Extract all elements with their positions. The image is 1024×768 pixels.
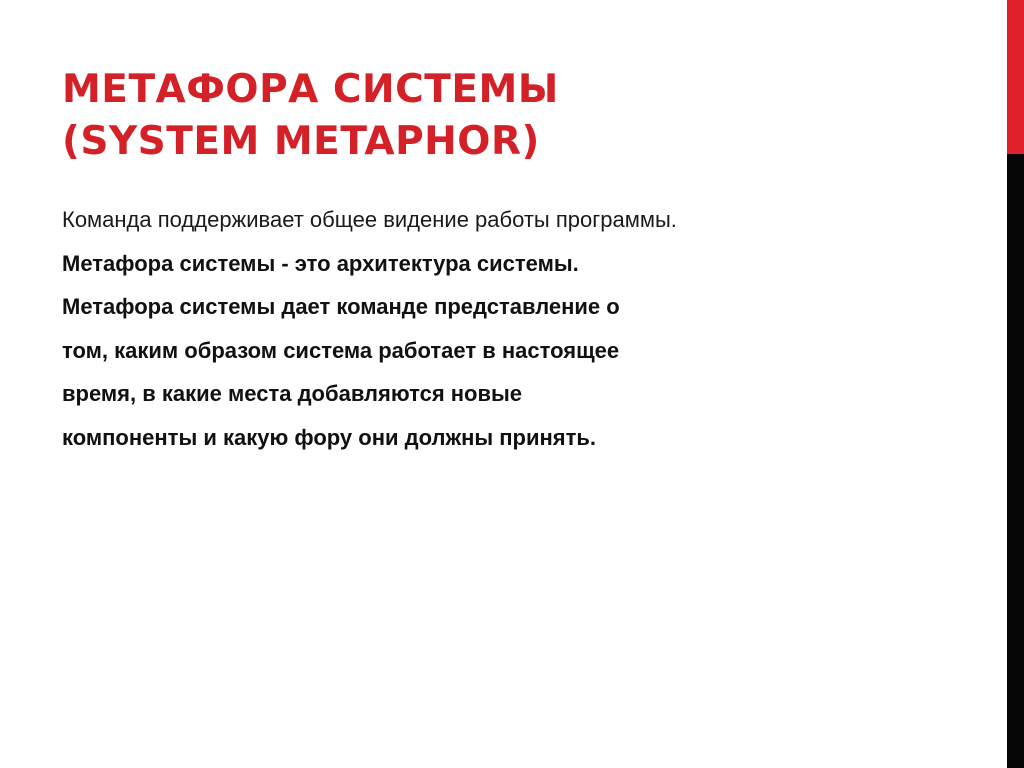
slide-body: [62, 198, 962, 459]
body-line: компоненты и какую фору они должны принять.: [62, 424, 597, 450]
body-line: Метафора системы дает команде представление о: [62, 294, 620, 319]
slide-title-line-1: МЕТАФОРА СИСТЕМЫ: [62, 67, 559, 112]
slide-title-line-2: (SYSTEM METAPHOR): [62, 119, 540, 164]
slide-title: [62, 64, 559, 168]
body-line: Команда поддерживает общее видение работы программы.: [62, 207, 677, 232]
accent-bar-black: [1007, 154, 1024, 768]
body-line: время, в какие места добавляются новые: [62, 381, 523, 406]
body-line: Метафора системы - это архитектура системы.: [62, 250, 579, 276]
accent-bar-red: [1007, 0, 1024, 154]
body-line: том, каким образом система работает в настоящее: [62, 337, 620, 363]
